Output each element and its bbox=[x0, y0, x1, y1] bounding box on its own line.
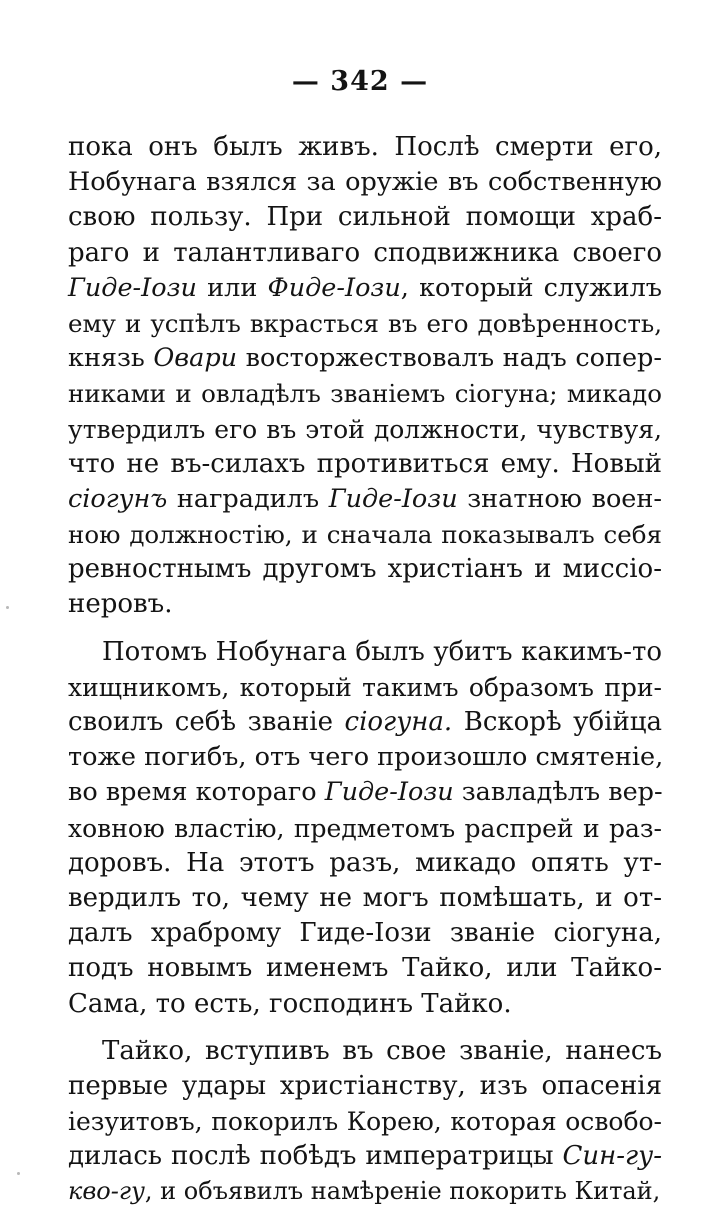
text-run: тоже погибъ, отъ чего произошло смятеніе, bbox=[68, 742, 664, 773]
text-line bbox=[68, 1139, 662, 1174]
paragraph-gap bbox=[68, 623, 662, 635]
text-line bbox=[68, 846, 662, 881]
text-line bbox=[68, 271, 662, 306]
paragraph bbox=[68, 1034, 662, 1210]
italic-text: сіогунъ bbox=[68, 483, 168, 514]
text-line bbox=[68, 376, 662, 411]
paragraph bbox=[68, 130, 662, 623]
italic-text: сіогуна. bbox=[344, 707, 453, 737]
text-run: подъ новымъ именемъ Тайко, или Тайко- bbox=[68, 953, 662, 984]
text-line bbox=[68, 811, 662, 846]
text-line bbox=[68, 1174, 662, 1209]
text-run: что не въ-силахъ противиться ему. Новый bbox=[68, 448, 662, 479]
text-run: Вскорѣ убійца bbox=[452, 707, 662, 737]
text-run: во время котораго bbox=[68, 777, 325, 808]
paper-speck bbox=[6, 606, 9, 609]
text-run: , и объявилъ намѣреніе покорить Китай, bbox=[144, 1177, 661, 1206]
italic-text: Овари bbox=[153, 343, 238, 374]
text-line bbox=[68, 670, 662, 705]
text-run: Нобунага взялся за оружіе въ собственную bbox=[68, 167, 662, 198]
text-run: наградилъ bbox=[167, 483, 329, 514]
italic-text: Гиде-Іози bbox=[68, 272, 197, 303]
text-run: неровъ. bbox=[68, 589, 173, 620]
text-run: далъ храброму Гиде-Іози званіе сіогуна, bbox=[68, 918, 662, 949]
text-run: Тайко, вступивъ въ свое званіе, нанесъ bbox=[102, 1035, 662, 1066]
text-line bbox=[68, 341, 662, 376]
text-run: раго и талантливаго сподвижника своего bbox=[68, 237, 662, 268]
text-line bbox=[68, 987, 662, 1022]
text-line bbox=[68, 130, 662, 165]
text-run: вердилъ то, чему не могъ помѣшать, и от- bbox=[68, 882, 662, 913]
text-line bbox=[68, 412, 662, 447]
italic-text: Гиде-Іози bbox=[328, 483, 458, 514]
text-run: или bbox=[196, 272, 268, 303]
text-run: князь bbox=[68, 343, 154, 374]
text-run: ревностнымъ другомъ христіанъ и миссіо- bbox=[68, 554, 662, 585]
text-line bbox=[68, 517, 662, 552]
paragraph bbox=[68, 635, 662, 1022]
text-run: Сама, то есть, господинъ Тайко. bbox=[68, 988, 512, 1019]
text-run: пока онъ былъ живъ. Послѣ смерти его, bbox=[68, 132, 662, 162]
text-run: , который служилъ bbox=[400, 272, 663, 303]
text-line bbox=[68, 482, 662, 517]
paper-speck bbox=[17, 1172, 20, 1175]
text-line bbox=[68, 165, 662, 200]
text-line bbox=[68, 1069, 662, 1104]
italic-text: Фиде-Іози bbox=[267, 272, 401, 303]
text-run: свою пользу. При сильной помощи храб- bbox=[68, 202, 662, 233]
text-run: своилъ себѣ званіе bbox=[68, 707, 345, 737]
text-run: Потомъ Нобунага былъ убитъ какимъ-то bbox=[102, 636, 662, 667]
text-run: завладѣлъ вер- bbox=[453, 777, 663, 808]
italic-text: Син-гу- bbox=[562, 1141, 662, 1172]
text-line bbox=[68, 447, 662, 482]
paragraph-gap bbox=[68, 1022, 662, 1034]
text-line bbox=[68, 587, 662, 622]
italic-text: кво-гу bbox=[68, 1177, 145, 1206]
text-line bbox=[68, 916, 662, 951]
text-run: восторжествовалъ надъ сопер- bbox=[237, 343, 662, 374]
text-run: ему и успѣлъ вкрасться въ его довѣренность, bbox=[68, 308, 662, 338]
text-line bbox=[68, 775, 662, 810]
italic-text: Гиде-Іози bbox=[324, 777, 454, 808]
text-run: утвердилъ его въ этой должности, чувствуя, bbox=[68, 414, 662, 444]
text-line bbox=[68, 1034, 662, 1069]
text-run: никами и овладѣлъ званіемъ сіогуна; микадо bbox=[68, 379, 662, 409]
text-line bbox=[68, 306, 662, 341]
text-run: доровъ. На этотъ разъ, микадо опять ут- bbox=[68, 847, 662, 878]
text-run: ною должностію, и сначала показывалъ себя bbox=[68, 520, 662, 550]
text-line bbox=[68, 552, 662, 587]
text-run: хищникомъ, который такимъ образомъ при- bbox=[68, 672, 662, 702]
body-text bbox=[68, 130, 662, 1210]
text-line bbox=[68, 200, 662, 235]
text-run: іезуитовъ, покорилъ Корею, которая освобо- bbox=[68, 1107, 662, 1137]
page-number: — 342 — bbox=[291, 66, 429, 97]
text-line bbox=[68, 1104, 662, 1139]
text-run: первые удары христіанству, изъ опасенія bbox=[68, 1070, 662, 1101]
text-line bbox=[68, 236, 662, 271]
text-line bbox=[68, 635, 662, 670]
text-run: дилась послѣ побѣдъ императрицы bbox=[68, 1141, 563, 1172]
text-run: ховною властію, предметомъ распрей и раз- bbox=[68, 813, 662, 843]
text-line bbox=[68, 881, 662, 916]
text-line bbox=[68, 705, 662, 740]
text-line bbox=[68, 740, 662, 775]
text-line bbox=[68, 951, 662, 986]
text-run: знатною воен- bbox=[457, 483, 663, 514]
